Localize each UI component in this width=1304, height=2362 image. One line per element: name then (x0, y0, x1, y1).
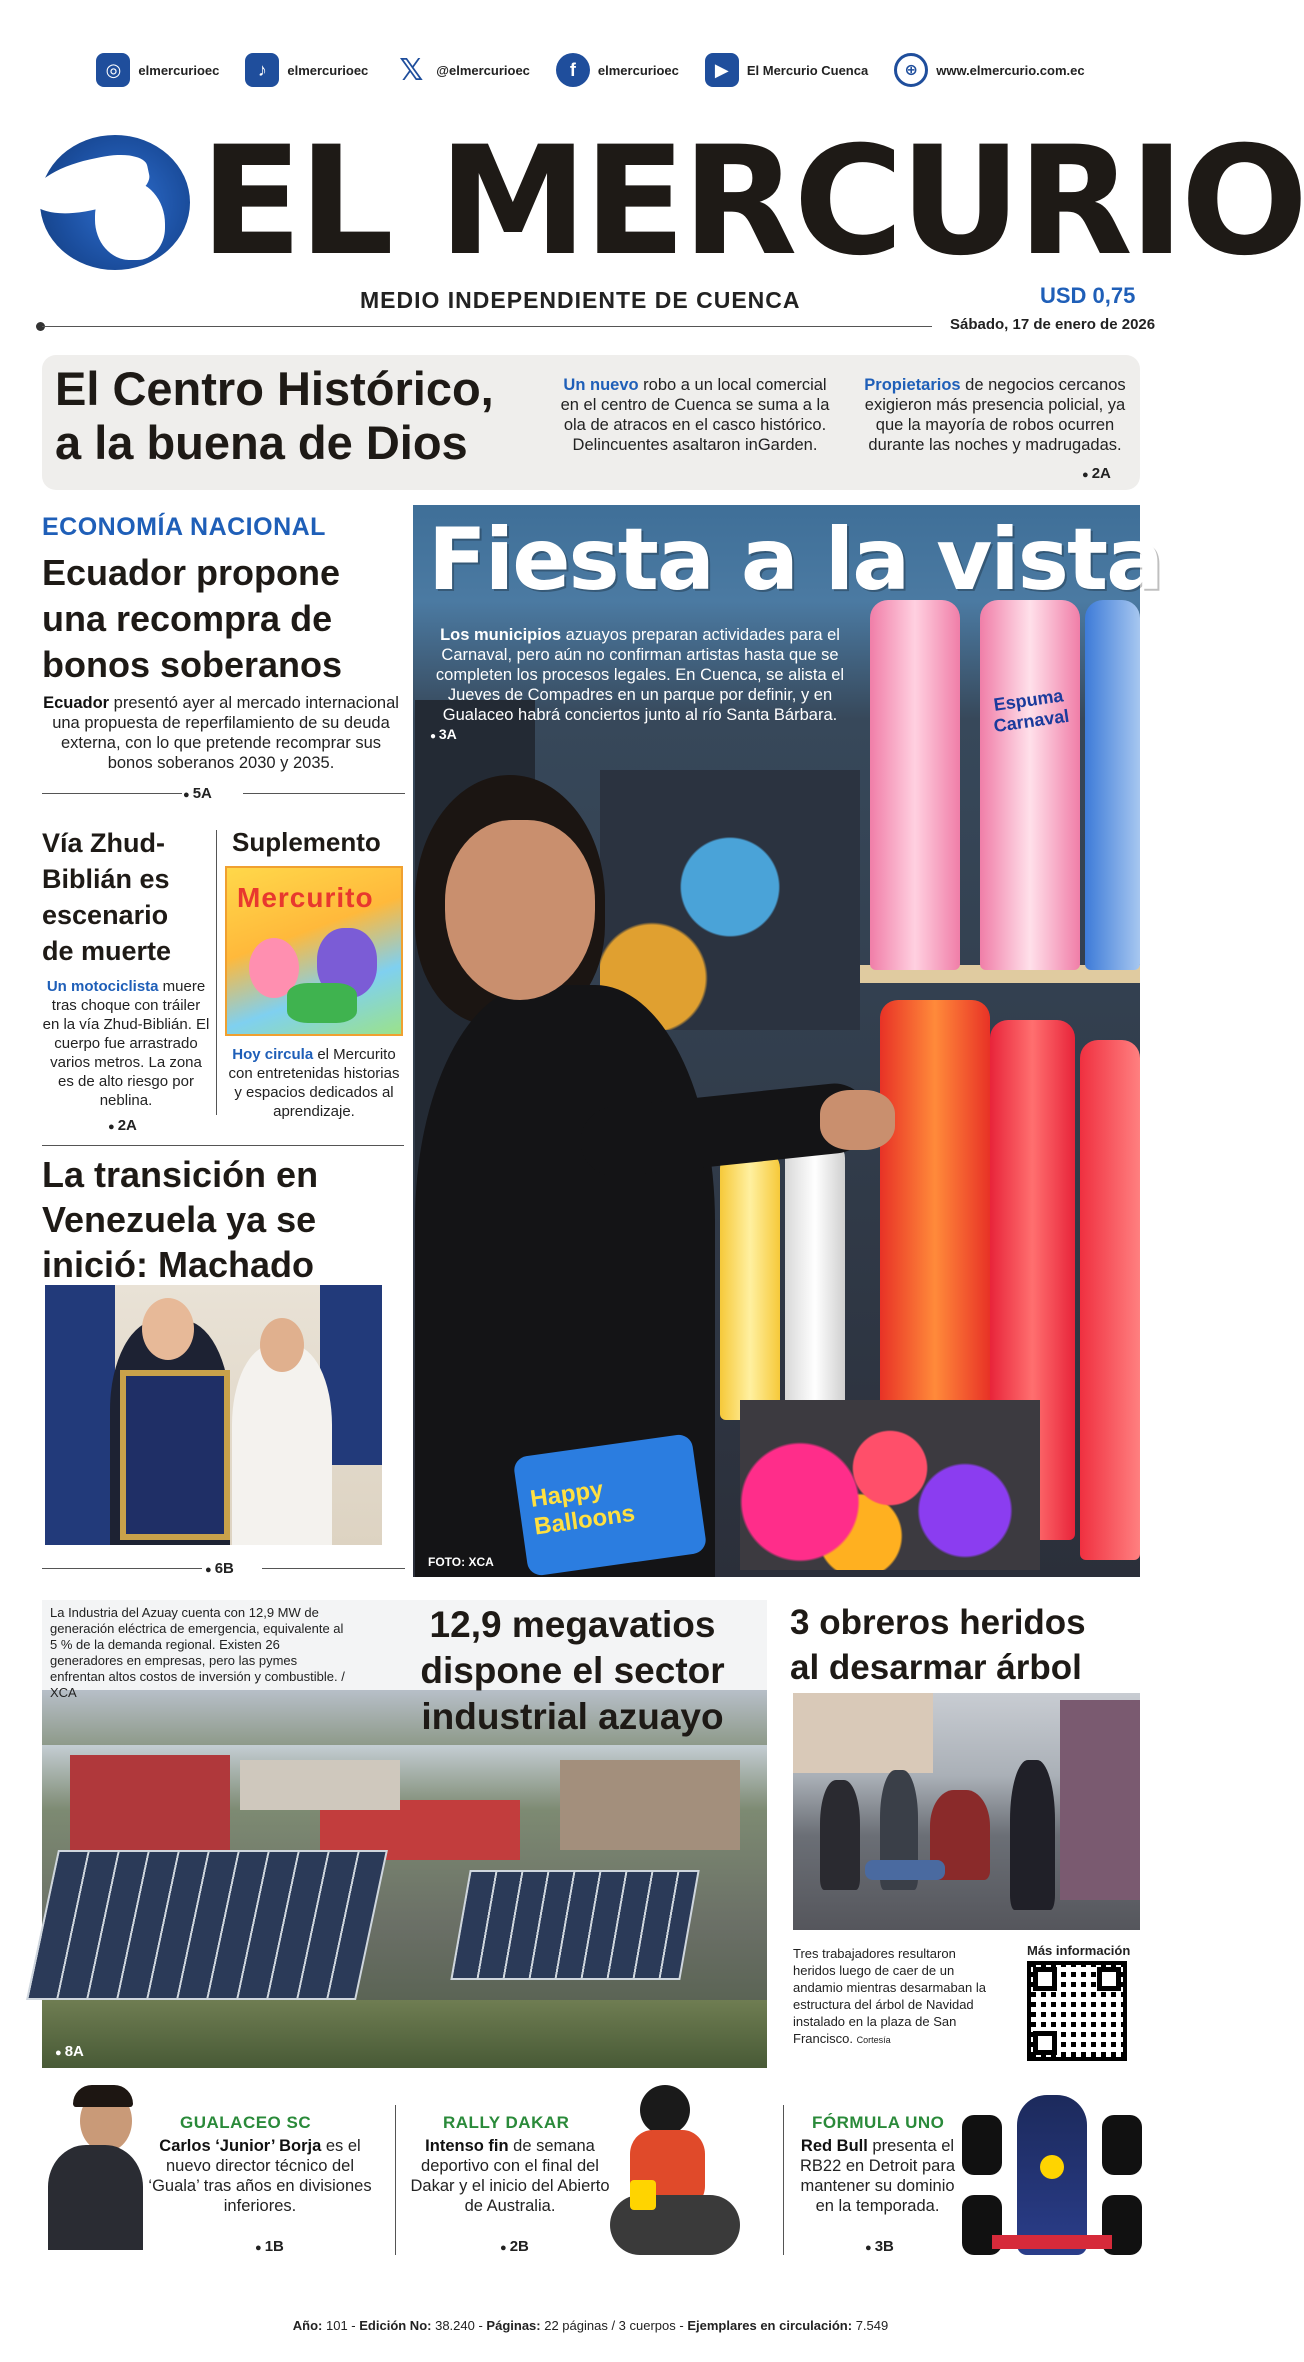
sport-label: FÓRMULA UNO (812, 2113, 945, 2132)
photo-detail (793, 1693, 933, 1773)
gualaceo-photo[interactable] (48, 2090, 138, 2250)
masthead-rule (42, 326, 932, 327)
body-text: Tres trabajadores resultaron heridos luego de caer de un andamio mientras desarmaban la estructura del árbol de Navidad instalado en la plaza de San Francisco. (793, 1946, 986, 2046)
page-reference[interactable]: ● 2B (500, 2238, 529, 2255)
lead-word: Hoy circula (232, 1046, 314, 1063)
masthead-subtitle: MEDIO INDEPENDIENTE DE CUENCA (360, 287, 801, 313)
bag-label: Happy Balloons (528, 1475, 637, 1541)
tiktok-icon: ♪ (245, 53, 279, 87)
headline-line: una recompra de (42, 598, 333, 639)
edition-footer: Año: 101 - Edición No: 38.240 - Páginas: 22 páginas / 3 cuerpos - Ejemplares en circulación: 7.549 (292, 2318, 889, 2333)
can-label: Espuma Carnaval (992, 685, 1071, 737)
photo-detail (142, 1298, 194, 1360)
lead-word: Un motociclista (46, 978, 159, 995)
headline-line: de muerte (42, 936, 172, 966)
body-text: azuayos preparan actividades para el Carnaval, pero aún no confirman artistas hasta que se completen los procesos legales. En Cuenca, se alista el Jueves de Compadres en un parque por definir, y en Gualaceo habrá conciertos junto al río Santa Bárbara. (435, 626, 845, 724)
banner-headline-line: El Centro Histórico, (55, 362, 494, 415)
photo-detail (70, 1755, 230, 1850)
headline-line: dispone el sector (420, 1650, 725, 1691)
social-handle: @elmercurioec (436, 62, 530, 78)
industry-caption: La Industria del Azuay cuenta con 12,9 MW de generación eléctrica de emergencia, equivalente al 5 % de la demanda regional. Existen 26 generadores en empresas, pero las pymes enfrentan altos costos de inversión y combustible. / XCA (50, 1605, 345, 1700)
photo-detail (513, 1433, 708, 1577)
youtube-icon: ▶ (705, 53, 739, 87)
social-handle: elmercurioec (287, 62, 369, 78)
photo-detail (870, 600, 960, 970)
zhud-text (42, 977, 210, 1110)
accident-headline[interactable] (790, 1600, 1140, 1690)
photo-detail (445, 820, 595, 1000)
body-text: el Mercurito con entretenidas historias y espacios dedicados al aprendizaje. (228, 1046, 400, 1120)
section-label: ECONOMÍA NACIONAL (42, 513, 326, 541)
photo-detail (232, 1345, 332, 1545)
masthead-title: EL MERCURIO (200, 115, 1304, 289)
divider (243, 793, 405, 794)
headline-line: Ecuador propone (42, 552, 341, 593)
body-text: de negocios cercanos exigieron más presencia policial, ya que la mayoría de robos ocurren durante las noches y madrugadas. (864, 376, 1126, 454)
lead-word: Carlos ‘Junior’ Borja (159, 2137, 322, 2155)
lead-word: Intenso fin (425, 2137, 509, 2155)
lead-word: Un nuevo (563, 376, 639, 394)
sport-text (410, 2136, 610, 2216)
social-website[interactable] (894, 53, 1084, 87)
social-youtube[interactable] (705, 53, 868, 87)
headline-line: La transición en (42, 1154, 319, 1195)
photo-detail (1085, 600, 1140, 970)
photo-credit: FOTO: XCA (428, 1555, 494, 1569)
lead-word: Red Bull (800, 2137, 868, 2155)
headline-line: inició: Machado (42, 1244, 315, 1285)
body-text: robo a un local comercial en el centro de Cuenca se suma a la ola de atracos en el casco histórico. Delincuentes asaltaron inGarden. (560, 376, 830, 454)
photo-detail (560, 1760, 740, 1850)
divider (42, 1145, 404, 1146)
headline-line: industrial azuayo (421, 1696, 724, 1737)
formula-one-car-photo[interactable] (962, 2095, 1142, 2260)
social-facebook[interactable] (556, 53, 679, 87)
headline-line: escenario (42, 900, 169, 930)
page-reference[interactable]: ● 8A (55, 2043, 84, 2060)
body-text: presenta el RB22 en Detroit para mantener su dominio en la temporada. (800, 2137, 956, 2215)
headline-line: Vía Zhud- (42, 828, 165, 858)
social-bar (0, 50, 1181, 90)
photo-detail (1060, 1700, 1140, 1900)
photo-detail (45, 1285, 115, 1545)
photo-detail (26, 1850, 388, 2000)
photo-detail (42, 2000, 767, 2068)
sport-label: GUALACEO SC (180, 2113, 312, 2132)
edition-date: Sábado, 17 de enero de 2026 (950, 316, 1156, 333)
divider (262, 1568, 405, 1569)
hero-text (430, 625, 850, 725)
economy-text (42, 693, 400, 773)
body-text: es el nuevo director técnico del ‘Guala’ tras años en divisiones inferiores. (148, 2137, 372, 2215)
mercury-logo-icon (40, 135, 190, 270)
social-handle: www.elmercurio.com.ec (936, 62, 1085, 78)
page-reference[interactable]: ● 3A (430, 726, 457, 742)
headline-line: Venezuela ya se (42, 1199, 317, 1240)
x-icon: 𝕏 (399, 53, 424, 87)
mercurito-cover-image[interactable] (225, 866, 403, 1036)
headline-line: 3 obreros heridos (790, 1603, 1086, 1642)
social-instagram[interactable] (96, 53, 219, 87)
photo-credit: Cortesía (856, 2035, 891, 2045)
photo-detail (120, 1370, 230, 1540)
qr-code-icon[interactable] (1027, 1961, 1127, 2061)
body-text: de semana deportivo con el final del Dakar y el inicio del Abierto de Australia. (410, 2137, 610, 2215)
price: USD 0,75 (1040, 283, 1136, 308)
photo-detail (785, 1140, 845, 1420)
photo-detail (865, 1860, 945, 1880)
column-divider (395, 2105, 396, 2255)
photo-detail (600, 770, 860, 1030)
zhud-headline[interactable] (42, 825, 212, 969)
supplement-text (225, 1045, 403, 1121)
page-reference[interactable]: ● 2A (108, 1117, 137, 1134)
instagram-icon: ◎ (96, 53, 130, 87)
photo-detail (720, 1150, 780, 1420)
photo-detail (450, 1870, 699, 1980)
social-handle: elmercurioec (138, 62, 220, 78)
cover-title: Mercurito (237, 882, 374, 913)
divider (42, 1568, 202, 1569)
lead-word: Los municipios (440, 626, 562, 644)
photo-detail (980, 600, 1080, 970)
page-reference[interactable]: ● 2A (1082, 465, 1111, 482)
body-text: muere tras choque con tráiler en la vía Zhud-Biblián. El cuerpo fue arrastrado varios metros. La zona es de alto riesgo por neblina. (42, 978, 210, 1109)
social-x[interactable] (394, 53, 530, 87)
social-tiktok[interactable] (245, 53, 368, 87)
banner-headline[interactable] (55, 362, 555, 470)
lead-word: Ecuador (43, 694, 110, 712)
page-reference[interactable]: ● 3B (865, 2238, 894, 2255)
headline-line: bonos soberanos (42, 644, 343, 685)
divider (42, 793, 182, 794)
footer-value: 38.240 (435, 2318, 475, 2333)
page-reference[interactable]: ● 1B (255, 2238, 284, 2255)
footer-label: Ejemplares en circulación: (687, 2318, 853, 2333)
globe-icon: ⊕ (894, 53, 928, 87)
industry-headline[interactable] (380, 1602, 765, 1740)
footer-label: Año: (292, 2318, 323, 2333)
column-divider (783, 2105, 784, 2255)
photo-detail (240, 1760, 400, 1810)
accident-text (793, 1945, 993, 2049)
photo-detail (1010, 1760, 1055, 1910)
photo-detail (820, 1780, 860, 1890)
social-handle: elmercurioec (597, 62, 679, 78)
footer-value: 22 páginas / 3 cuerpos (544, 2318, 676, 2333)
page-reference[interactable]: ● 6B (205, 1560, 234, 1577)
photo-detail (740, 1400, 1040, 1570)
banner-column-1 (560, 375, 830, 455)
banner-headline-line: a la buena de Dios (55, 416, 468, 469)
body-text: presentó ayer al mercado internacional una propuesta de reperfilamiento de su deuda externa, con lo que pretende recomprar sus bonos soberanos 2030 y 2035. (52, 694, 399, 772)
lead-word: Propietarios (864, 376, 961, 394)
headline-line: al desarmar árbol (790, 1648, 1082, 1687)
sport-label: RALLY DAKAR (443, 2113, 570, 2132)
photo-detail (1080, 1040, 1140, 1560)
facebook-icon: f (556, 53, 590, 87)
footer-value: 101 (325, 2318, 348, 2333)
column-divider (216, 830, 217, 1115)
headline-line: 12,9 megavatios (429, 1604, 716, 1645)
banner-column-2 (860, 375, 1130, 455)
more-info-label: Más información (1027, 1943, 1131, 1958)
venezuela-headline[interactable] (42, 1152, 412, 1287)
dakar-photo[interactable] (600, 2085, 750, 2260)
footer-label: Edición No: (359, 2318, 432, 2333)
sport-text (140, 2136, 380, 2216)
hero-headline[interactable]: Fiesta a la vista (428, 510, 1163, 610)
page-reference[interactable]: ● 5A (183, 785, 212, 802)
footer-label: Páginas: (486, 2318, 541, 2333)
headline-line: Biblián es (42, 864, 170, 894)
social-handle: El Mercurio Cuenca (746, 62, 869, 78)
footer-value: 7.549 (855, 2318, 889, 2333)
economy-headline[interactable] (42, 550, 407, 688)
supplement-title: Suplemento (232, 827, 381, 857)
photo-detail (260, 1318, 304, 1372)
photo-detail (820, 1090, 895, 1150)
sport-text (800, 2136, 955, 2216)
